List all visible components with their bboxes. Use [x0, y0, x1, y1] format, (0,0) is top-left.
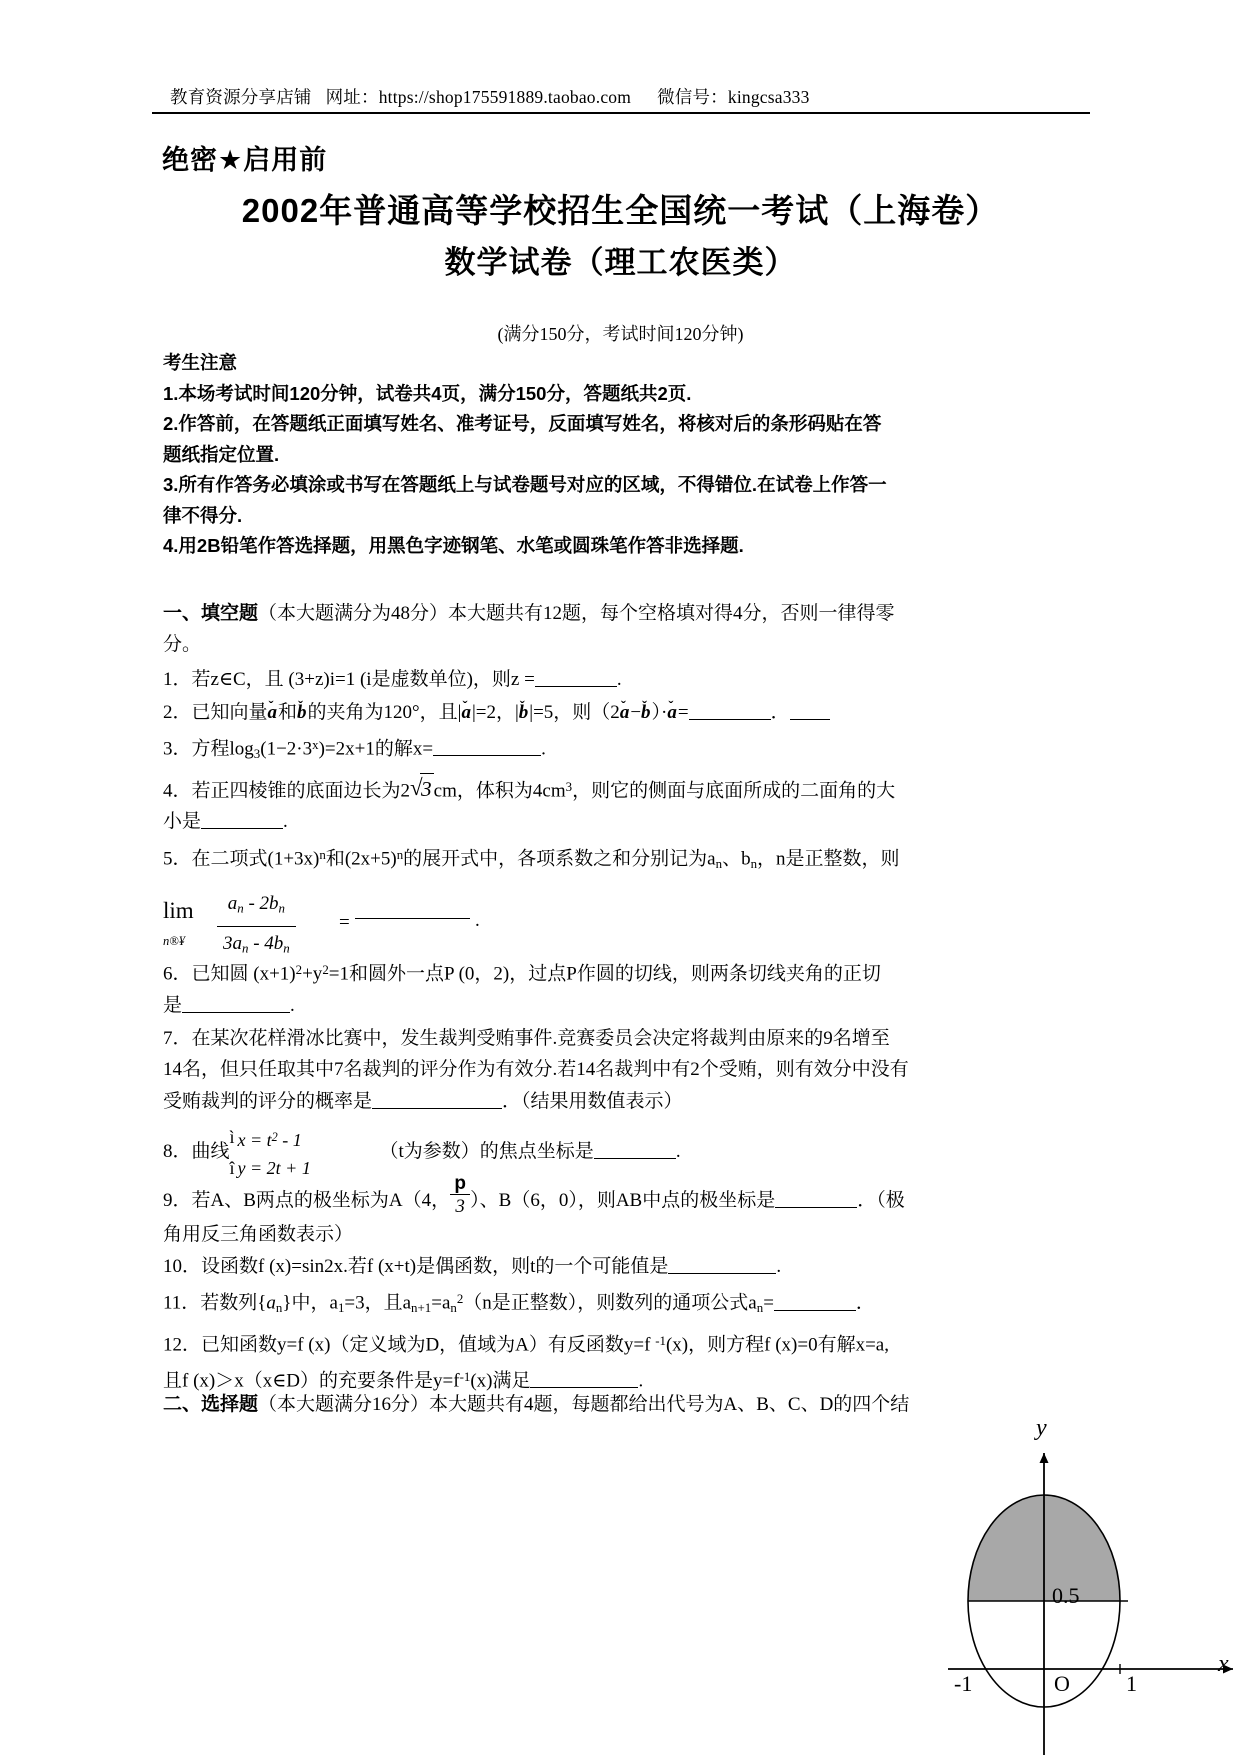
den-a-sub: n	[242, 940, 249, 956]
num-rest: - 2b	[243, 893, 279, 915]
wechat-id: 微信号：kingcsa333	[657, 87, 810, 107]
score-time-line: (满分150分，考试时间120分钟)	[497, 324, 744, 344]
question-text: ）·	[651, 701, 668, 723]
section-one-desc-cont: 分。	[163, 634, 202, 655]
question-text: )=2x+1的解x=	[318, 738, 434, 760]
question-text: 曲线	[191, 1141, 230, 1163]
question-text-tail: .	[475, 910, 480, 932]
equals-sign: =	[339, 912, 350, 934]
question-text-tail: .	[541, 738, 546, 760]
question-text: 、b	[722, 848, 751, 870]
shop-name: 教育资源分享店铺	[170, 87, 312, 107]
question-text-tail: .	[675, 1141, 681, 1163]
inverse-exponent: -1	[459, 1368, 471, 1384]
question-number: 11．	[163, 1292, 201, 1314]
section-two-label: 二、选择题	[163, 1394, 259, 1415]
tick-label-one: 1	[1126, 1671, 1137, 1696]
origin-label: O	[1054, 1671, 1070, 1696]
notice-item: 2.作答前，在答题纸正面填写姓名、准考证号，反面填写姓名，将核对后的条形码贴在答	[163, 413, 882, 434]
question-text: （t为参数）的焦点坐标是	[379, 1141, 594, 1163]
candidate-notice	[163, 348, 1093, 562]
notice-item: 4.用2B铅笔作答选择题，用黑色字迹钢笔、水笔或圆珠笔作答非选择题.	[163, 535, 744, 556]
answer-blank[interactable]	[535, 667, 617, 687]
exponent: n	[396, 846, 404, 862]
answer-blank[interactable]	[355, 918, 470, 919]
exponent: x	[312, 737, 319, 752]
shop-url: 网址：https://shop175591889.taobao.com	[325, 87, 632, 107]
section-one-label: 一、填空题	[163, 603, 259, 624]
question-text: |=2，|	[471, 701, 519, 723]
notice-heading: 考生注意	[163, 352, 238, 373]
question-text: ）、B（6，0），则AB中点的极坐标是	[470, 1190, 776, 1212]
fraction-numerator: p	[454, 1173, 466, 1195]
question-number: 7．	[163, 1027, 192, 1049]
answer-blank[interactable]	[372, 1089, 502, 1109]
question-8-inline	[163, 1127, 681, 1179]
notice-item: 1.本场考试时间120分钟，试卷共4页，满分150分，答题纸共2页.	[163, 382, 692, 404]
exponent: 2	[271, 1130, 278, 1145]
param-x-lhs: x = t	[237, 1130, 272, 1151]
vector-b: ˇ b	[297, 702, 308, 723]
question-text: (x)，则方程f (x)=0有解x=a,	[665, 1334, 889, 1356]
question-text: 已知函数y=f (x)（定义域为D，值域为A）有反函数y=f	[201, 1334, 656, 1356]
question-text-tail: .	[616, 669, 622, 690]
limit-expression	[163, 885, 1108, 956]
question-text: 的展开式中，各项系数之和分别记为a	[403, 848, 716, 870]
coordinate-figure	[948, 1405, 1241, 1755]
subscript: n	[750, 855, 758, 871]
vector-b: ˇ b	[519, 702, 530, 723]
question-text: ，n是正整数，则	[757, 848, 900, 870]
question-text-tail: .	[290, 995, 295, 1017]
question-text: =	[763, 1292, 774, 1314]
question-text: =3，且a	[344, 1292, 412, 1314]
question-text: 设函数f (x)=sin2x.若f (x+t)是偶函数，则t的一个可能值是	[201, 1255, 669, 1277]
brace-top-icon: ì	[229, 1127, 235, 1148]
section-one-desc: （本大题满分为48分）本大题共有12题，每个空格填对得4分，否则一律得零	[258, 603, 895, 624]
notice-item: 题纸指定位置.	[163, 443, 280, 465]
question-3	[163, 729, 1108, 770]
question-text-tail: .	[776, 1255, 782, 1277]
question-number: 1．	[163, 669, 192, 690]
den-rest: - 4b	[248, 932, 284, 954]
lim-symbol: lim	[163, 898, 194, 924]
brace-bottom-icon: î	[229, 1158, 235, 1179]
vector-a: ˇ a	[268, 702, 279, 723]
question-text: 在二项式(1+3x)	[191, 848, 320, 870]
parametric-system	[229, 1127, 380, 1179]
question-number: 3．	[163, 738, 192, 760]
question-11	[163, 1283, 1108, 1324]
question-4-line2	[163, 806, 1108, 838]
question-text: 是	[163, 995, 183, 1017]
page-subtitle: 数学试卷（理工农医类）	[444, 245, 797, 280]
param-equation-y: y = 2t + 1	[237, 1158, 311, 1179]
secret-label: 绝密★启用前	[162, 145, 328, 175]
question-number: 12．	[163, 1334, 202, 1356]
num-a-sub: n	[237, 901, 244, 917]
lim-subscript: n®¥	[163, 934, 185, 949]
question-7-line2: 14名，但只任取其中7名裁判的评分作为有效分.若14名裁判中有2个受贿，则有效分中没有	[163, 1059, 909, 1081]
subscript: 1	[337, 1300, 345, 1316]
question-text: +y	[302, 963, 323, 985]
question-text: |=5，则（2	[529, 701, 620, 723]
answer-blank[interactable]	[774, 1291, 856, 1311]
question-5	[163, 839, 1108, 954]
question-9-line2: 角用反三角函数表示）	[163, 1224, 354, 1246]
answer-blank[interactable]	[530, 1368, 638, 1388]
question-number: 10．	[163, 1255, 202, 1277]
answer-blank[interactable]	[775, 1188, 857, 1208]
question-1	[163, 664, 1108, 696]
subscript: n	[275, 1300, 283, 1316]
question-number: 8．	[163, 1141, 192, 1163]
question-text-tail: ．	[770, 701, 790, 723]
question-4	[163, 771, 1108, 838]
subscript: n	[715, 855, 723, 871]
question-text-tail: .	[638, 1370, 644, 1392]
answer-blank[interactable]	[433, 736, 541, 756]
answer-blank[interactable]	[201, 809, 283, 829]
page-title: 2002年普通高等学校招生全国统一考试（上海卷）	[241, 192, 1000, 229]
fraction-numerator	[217, 888, 296, 925]
answer-blank[interactable]	[689, 700, 771, 720]
question-text: 和(2x+5)	[325, 848, 397, 870]
x-axis-label: x	[1218, 1651, 1229, 1677]
question-text: =1和圆外一点P (0，2)，过点P作圆的切线，则两条切线夹角的正切	[328, 963, 881, 985]
question-6	[163, 954, 1108, 1021]
question-text: −	[630, 701, 642, 723]
answer-blank[interactable]	[790, 700, 830, 720]
vector-a: ˇ a	[620, 702, 631, 723]
tick-label-neg-one: -1	[954, 1671, 973, 1696]
sqrt-expression: √ 3	[410, 774, 434, 806]
question-text: 受贿裁判的评分的概率是	[163, 1090, 373, 1112]
question-text: }中，a	[282, 1292, 338, 1314]
question-text-tail: ．（结果用数值表示）	[502, 1090, 683, 1112]
question-number: 4．	[163, 779, 192, 801]
question-8	[163, 1118, 1108, 1179]
question-text: 且f (x)＞x（x∈D）的充要条件是y=f	[163, 1370, 460, 1392]
num-a: a	[227, 893, 238, 915]
num-b-sub: n	[278, 901, 285, 917]
inverse-exponent: -1	[655, 1332, 666, 1348]
den-a: 3a	[223, 932, 242, 954]
param-x-rhs: - 1	[277, 1130, 302, 1151]
exponent: 3	[565, 778, 573, 794]
header-divider	[152, 112, 1090, 114]
question-text: 已知圆 (x+1)	[191, 963, 296, 985]
param-equation-x	[238, 1122, 302, 1157]
question-text: cm，体积为4cm	[433, 779, 566, 801]
tick-label-half: 0.5	[1052, 1583, 1080, 1608]
question-text: =	[677, 701, 689, 723]
question-number: 2．	[163, 701, 192, 723]
question-text-tail: ．（极	[857, 1190, 905, 1212]
question-7	[163, 1023, 1108, 1118]
answer-blank[interactable]	[182, 993, 290, 1013]
vector-a: ˇ a	[667, 702, 678, 723]
question-number: 5．	[163, 848, 192, 870]
question-list	[163, 664, 1108, 1398]
question-text: 小是	[163, 811, 202, 833]
subscript: n	[756, 1300, 764, 1316]
notice-item: 3.所有作答务必填涂或书写在答题纸上与试卷题号对应的区域，不得错位.在试卷上作答一	[163, 474, 887, 495]
exponent: 2	[322, 962, 329, 978]
question-text: 若z∈C，且 (3+z)i=1 (i是虚数单位)，则z =	[191, 669, 535, 690]
exponent: n	[319, 846, 326, 862]
question-12	[163, 1325, 1108, 1397]
question-number: 9．	[163, 1190, 192, 1212]
question-text: 已知向量	[191, 701, 268, 723]
question-text: ，则它的侧面与底面所成的二面角的大	[572, 779, 896, 801]
fraction-denominator: 3	[450, 1194, 470, 1219]
question-text: (1−2·3	[260, 738, 313, 760]
question-6-line2	[163, 990, 1108, 1022]
fraction-denominator	[217, 926, 296, 964]
exponent: 2	[456, 1291, 464, 1307]
question-text: (x)满足	[470, 1370, 531, 1392]
section-one-heading	[163, 598, 1101, 660]
fraction	[217, 888, 296, 963]
vector-a: ˇ a	[461, 702, 472, 723]
question-2	[163, 697, 1108, 729]
exponent: 2	[295, 962, 303, 978]
question-number: 6．	[163, 963, 192, 985]
question-text: 在某次花样滑冰比赛中，发生裁判受贿事件.竞赛委员会决定将裁判由原来的9名增至	[191, 1027, 890, 1049]
question-text: 方程log	[191, 738, 254, 760]
log-base: 3	[253, 746, 261, 762]
sequence-symbol: a	[266, 1292, 276, 1314]
question-text-tail: ．	[855, 1292, 875, 1314]
vector-b: ˇ b	[641, 702, 652, 723]
y-axis-label: y	[1036, 1415, 1047, 1441]
question-9	[163, 1174, 1108, 1251]
subscript: n+1	[411, 1300, 432, 1316]
y-axis-arrow	[1040, 1453, 1049, 1463]
header-watermark	[170, 84, 1070, 109]
question-text: （n是正整数），则数列的通项公式a	[463, 1292, 757, 1314]
den-b-sub: n	[283, 940, 290, 956]
question-text: 若正四棱锥的底面边长为2	[191, 779, 411, 801]
question-text: 若数列{	[200, 1292, 267, 1314]
answer-blank[interactable]	[668, 1254, 776, 1274]
subscript: n	[450, 1300, 457, 1316]
question-text: 和	[278, 701, 298, 723]
notice-item: 律不得分.	[163, 504, 243, 526]
answer-blank[interactable]	[594, 1139, 676, 1159]
question-text: 若A、B两点的极坐标为A（4，	[191, 1190, 451, 1212]
question-7-line3	[163, 1086, 1108, 1118]
question-10	[163, 1251, 1108, 1283]
question-text: =a	[431, 1292, 451, 1314]
question-text: 的夹角为120°，且|	[307, 701, 462, 723]
pi-over-three-fraction	[450, 1174, 470, 1219]
question-text-tail: .	[283, 811, 288, 833]
section-two-desc: （本大题满分16分）本大题共有4题，每题都给出代号为A、B、C、D的四个结	[258, 1394, 910, 1415]
